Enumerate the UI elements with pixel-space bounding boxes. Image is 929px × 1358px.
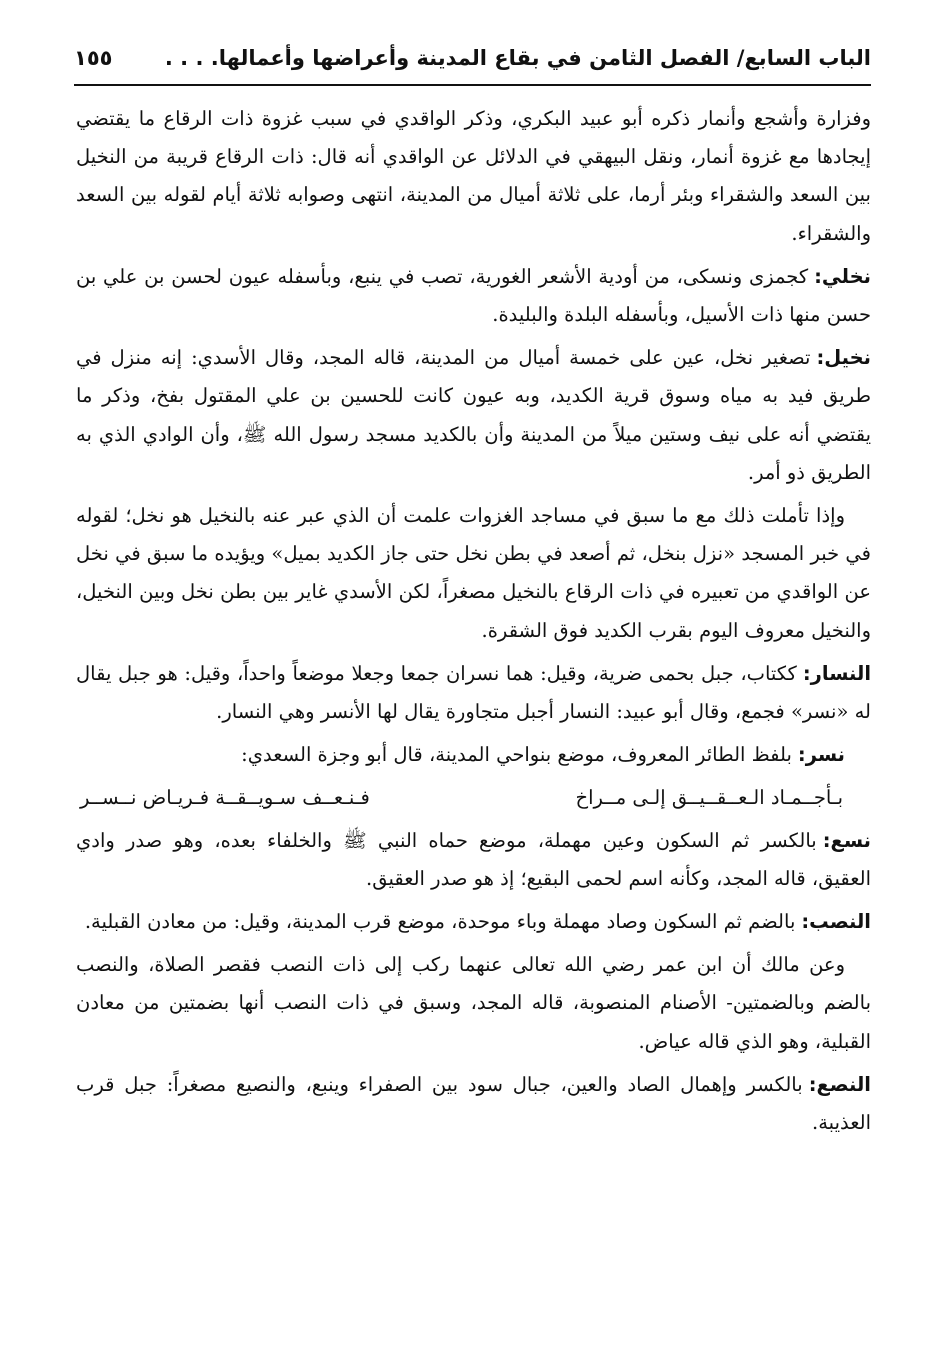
entry-term: نخيل: — [816, 346, 871, 370]
nukhayl-note: وإذا تأملت ذلك مع ما سبق في مساجد الغزوات علمت أن الذي عبر عنه بالنخيل هو نخل؛ لقوله في خبر المسجد «نزل بنخل، ثم أصعد في بطن نخل حتى جاز الكديد بميل» ويؤيده ما سبق في نخل عن الواقدي من تعبيره في ذات الرقاع بالنخيل مصغراً، لكن الأسدي غاير بين بطن نخل وبين النخيل، والنخيل معروف اليوم بقرب الكديد فوق الشقرة. — [76, 504, 871, 642]
page-header — [74, 40, 871, 80]
entry-text: بلفظ الطائر المعروف، موضع بنواحي المدينة، قال أبو وجزة السعدي: — [241, 743, 792, 767]
entry-term: نسر: — [797, 743, 845, 767]
intro-paragraph: وفزارة وأشجع وأنمار ذكره أبو عبيد البكري، وذكر الواقدي في سبب غزوة ذات الرقاع ما يقتضي إيجادها مع غزوة أنمار، ونقل البيهقي في الدلائل عن الواقدي أنه قال: ذات الرقاع قريبة من النخيل بين السعد والشقراء وبئر أرما، على ثلاثة أميال من المدينة، انتهى وصوابه ثلاثة أيام لقوله بين السعد والشقراء. — [76, 107, 871, 245]
entry-term: النصع: — [808, 1072, 871, 1096]
verse-second-hemistich: فـنـعــف سـويــقــة فـريـاض نــســر — [80, 786, 370, 810]
entry-nukhayl — [76, 339, 871, 492]
entry-term: النصب: — [801, 910, 871, 934]
entry-text: بالكسر وإهمال الصاد والعين، جبال سود بين الصفراء وينبع، والنصيع مصغراً: جبل قرب العذيبة. — [76, 1072, 871, 1135]
entry-text: بالكسر ثم السكون وعين مهملة، موضع حماه النبي ﷺ والخلفاء بعده، وهو صدر وادي العقيق، قاله المجد، وكأنه اسم لحمى البقيع؛ إذ هو صدر العقيق. — [76, 828, 871, 890]
entry-term: النسار: — [802, 661, 871, 685]
running-title: الباب السابع/ الفصل الثامن في بقاع المدينة وأعراضها وأعمالها. . . . — [164, 46, 871, 70]
entry-nusub — [76, 903, 871, 941]
entry-nisa — [76, 1066, 871, 1142]
entry-text: كجمزى ونسكى، من أودية الأشعر الغورية، تصب في ينبع، وبأسفله عيون لحسن بن علي بن حسن منها ذات الأسيل، وبأسفله البلدة والبليدة. — [76, 264, 871, 327]
entry-text: ككتاب، جبل بحمى ضرية، وقيل: هما نسران جمعا وجعلا موضعاً واحداً، وقيل: هو جبل يقال له «نسر» فجمع، وقال أبو عبيد: النسار أجبل متجاورة يقال لها الأنسر وهي النسار. — [76, 661, 871, 724]
entry-text: تصغير نخل، عين على خمسة أميال من المدينة، قاله المجد، وقال الأسدي: إنه منزل في طريق فيد به مياه وسوق قرية الكديد، وبه عيون كانت للحسين بن علي المقتول بفخ، وذكر ما يقتضي أنه على نيف وستين ميلاً من المدينة وأن بالكديد مسجد رسول الله ﷺ، وأن الوادي الذي به الطريق ذو أمر. — [76, 346, 871, 484]
entry-term: نخلي: — [814, 264, 871, 288]
header-rule — [74, 84, 871, 86]
entry-nisar — [76, 655, 871, 731]
page-number: ١٥٥ — [74, 46, 113, 70]
verse-line — [80, 779, 843, 817]
verse-first-hemistich: بـأجــمـاد الـعــقــيــق إلـى مــراخ — [575, 786, 843, 810]
nusub-note: وعن مالك أن ابن عمر رضي الله تعالى عنهما ركب إلى ذات النصب فقصر الصلاة، والنصب بالضم وبالضمتين- الأصنام المنصوبة، قاله المجد، وسبق في ذات النصب أنها بضمتين من معادن القبلية، وهو الذي قاله عياض. — [76, 953, 871, 1053]
entry-term: نسع: — [822, 828, 871, 852]
entry-text: بالضم ثم السكون وصاد مهملة وباء موحدة، موضع قرب المدينة، وقيل: من معادن القبلية. — [84, 910, 796, 934]
entry-nasr — [76, 736, 871, 774]
page-body — [76, 100, 871, 1147]
entry-nasa — [76, 822, 871, 898]
entry-nakhli — [76, 258, 871, 334]
